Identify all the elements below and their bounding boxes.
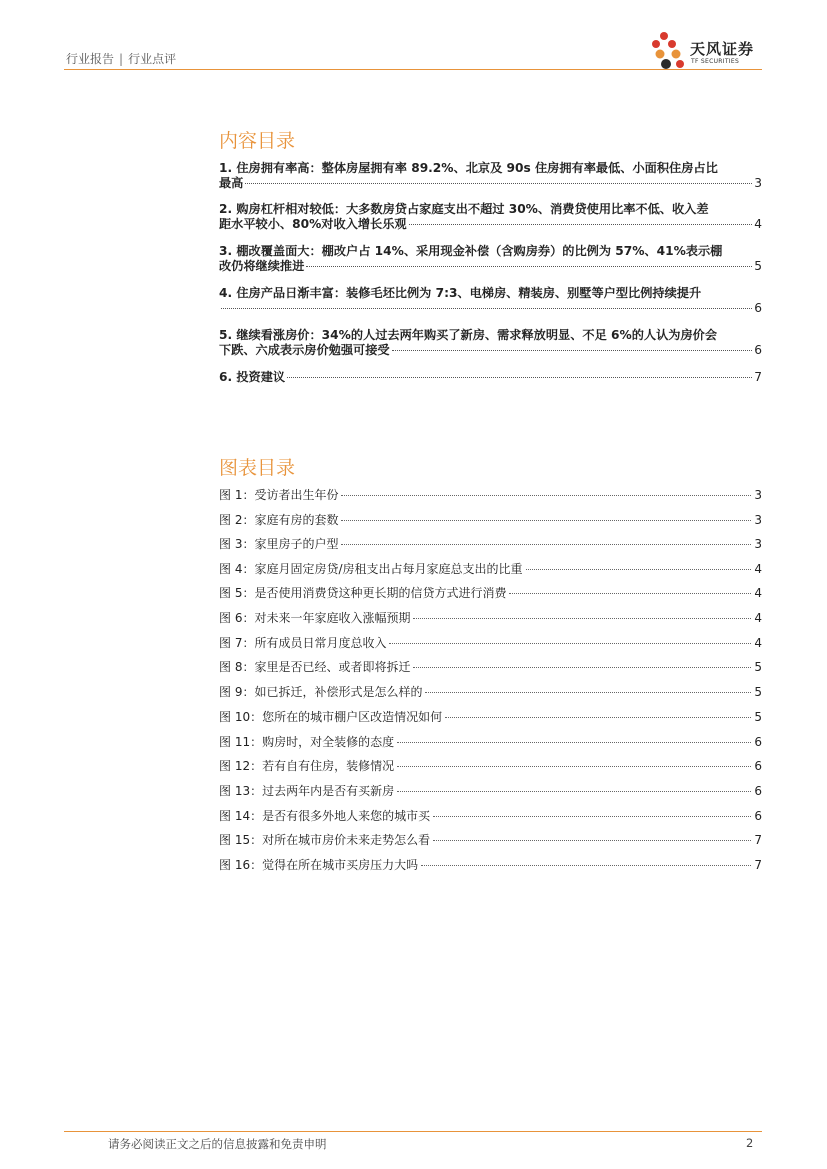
figure-label: 图 8：家里是否已经、或者即将拆迁	[219, 660, 411, 674]
figure-page-number: 5	[754, 710, 762, 724]
figure-label: 图 11：购房时，对全装修的态度	[219, 735, 395, 749]
figure-leader	[341, 495, 751, 496]
toc-page-number: 5	[754, 259, 762, 273]
figure-label: 图 9：如已拆迁，补偿形式是怎么样的	[219, 685, 423, 699]
figure-item-11[interactable]	[219, 733, 762, 750]
figure-label: 图 14：是否有很多外地人来您的城市买	[219, 809, 431, 823]
figure-label: 图 12：若有自有住房，装修情况	[219, 759, 395, 773]
figure-page-number: 5	[754, 660, 762, 674]
toc-leader	[306, 266, 752, 267]
toc-item-text: 4. 住房产品日渐丰富：装修毛坯比例为 7:3、电梯房、精装房、别墅等户型比例持续提升	[219, 286, 702, 300]
figure-item-4[interactable]	[219, 560, 762, 577]
figure-page-number: 6	[754, 809, 762, 823]
figure-page-number: 3	[754, 537, 762, 551]
figure-leader	[433, 840, 751, 841]
toc-item-text-cont: 改仍将继续推进	[219, 259, 305, 273]
figure-page-number: 6	[754, 759, 762, 773]
figures-title: 图表目录	[219, 457, 296, 479]
figure-item-15[interactable]	[219, 831, 762, 848]
figure-leader	[413, 667, 751, 668]
toc-item-text-cont: 距水平较小、80%对收入增长乐观	[219, 217, 407, 231]
figure-page-number: 5	[754, 685, 762, 699]
toc-item-5[interactable]	[219, 328, 762, 358]
figure-leader	[425, 692, 751, 693]
figure-item-6[interactable]	[219, 609, 762, 626]
figure-label: 图 5：是否使用消费贷这种更长期的信贷方式进行消费	[219, 586, 507, 600]
toc-item-text: 3. 棚改覆盖面大：棚改户占 14%、采用现金补偿（含购房券）的比例为 57%、41%表示棚	[219, 244, 723, 258]
logo-mark-icon	[650, 30, 690, 72]
breadcrumb-separator: |	[119, 52, 124, 66]
figure-page-number: 7	[754, 858, 762, 872]
figure-label: 图 16：觉得在所在城市买房压力大吗	[219, 858, 419, 872]
report-subtype: 行业点评	[128, 52, 177, 66]
figure-page-number: 4	[754, 611, 762, 625]
toc-item-text: 5. 继续看涨房价：34%的人过去两年购买了新房、需求释放明显、不足 6%的人认为房价会	[219, 328, 718, 342]
toc-leader	[409, 224, 753, 225]
figure-item-5[interactable]	[219, 584, 762, 601]
toc-page-number: 6	[754, 301, 762, 315]
contents-title: 内容目录	[219, 130, 296, 152]
figure-item-7[interactable]	[219, 634, 762, 651]
toc-item-1[interactable]	[219, 161, 762, 191]
figure-page-number: 6	[754, 784, 762, 798]
figure-leader	[397, 766, 751, 767]
figure-label: 图 4：家庭月固定房贷/房租支出占每月家庭总支出的比重	[219, 562, 523, 576]
figure-label: 图 2：家庭有房的套数	[219, 513, 339, 527]
company-logo	[650, 30, 770, 72]
toc-item-text: 6. 投资建议	[219, 370, 286, 384]
figure-label: 图 1：受访者出生年份	[219, 488, 339, 502]
figure-page-number: 4	[754, 562, 762, 576]
toc-leader	[392, 350, 753, 351]
header-breadcrumb	[66, 50, 176, 67]
header-divider	[64, 69, 762, 70]
figure-item-10[interactable]	[219, 708, 762, 725]
toc-leader	[245, 183, 752, 184]
figure-leader	[413, 618, 751, 619]
figure-leader	[397, 742, 751, 743]
figure-label: 图 7：所有成员日常月度总收入	[219, 636, 387, 650]
figure-page-number: 3	[754, 513, 762, 527]
figure-label: 图 10：您所在的城市棚户区改造情况如何	[219, 710, 443, 724]
figure-leader	[389, 643, 751, 644]
figure-page-number: 6	[754, 735, 762, 749]
toc-page-number: 6	[754, 343, 762, 357]
toc-item-text-cont: 下跌、六成表示房价勉强可接受	[219, 343, 390, 357]
figure-item-14[interactable]	[219, 807, 762, 824]
figure-leader	[341, 520, 751, 521]
footer-disclaimer: 请务必阅读正文之后的信息披露和免责申明	[108, 1137, 327, 1151]
figure-leader	[445, 717, 751, 718]
toc-item-6[interactable]	[219, 370, 762, 385]
figure-item-1[interactable]	[219, 486, 762, 503]
figure-label: 图 6：对未来一年家庭收入涨幅预期	[219, 611, 411, 625]
figure-leader	[526, 569, 752, 570]
toc-item-4[interactable]	[219, 286, 762, 316]
figure-leader	[421, 865, 751, 866]
figure-item-16[interactable]	[219, 856, 762, 873]
toc-item-3[interactable]	[219, 244, 762, 274]
toc-item-text-cont: 最高	[219, 176, 244, 190]
figure-label: 图 13：过去两年内是否有买新房	[219, 784, 395, 798]
toc-page-number: 7	[754, 370, 762, 384]
toc-page-number: 4	[754, 217, 762, 231]
report-type: 行业报告	[66, 52, 115, 66]
figure-item-8[interactable]	[219, 658, 762, 675]
footer-divider	[64, 1131, 762, 1132]
figure-leader	[433, 816, 751, 817]
toc-item-2[interactable]	[219, 202, 762, 232]
figure-label: 图 15：对所在城市房价未来走势怎么看	[219, 833, 431, 847]
figure-item-2[interactable]	[219, 511, 762, 528]
logo-name-cn: 天风证券	[690, 40, 755, 58]
figure-leader	[509, 593, 751, 594]
figure-leader	[397, 791, 751, 792]
figure-item-9[interactable]	[219, 683, 762, 700]
figure-item-13[interactable]	[219, 782, 762, 799]
toc-item-text: 2. 购房杠杆相对较低：大多数房贷占家庭支出不超过 30%、消费贷使用比率不低、收入差	[219, 202, 709, 216]
toc-page-number: 3	[754, 176, 762, 190]
toc-leader	[287, 377, 752, 378]
logo-name-en: TF SECURITIES	[691, 58, 740, 65]
figure-leader	[341, 544, 751, 545]
figure-page-number: 3	[754, 488, 762, 502]
figure-item-3[interactable]	[219, 535, 762, 552]
figure-page-number: 7	[754, 833, 762, 847]
toc-item-text: 1. 住房拥有率高：整体房屋拥有率 89.2%、北京及 90s 住房拥有率最低、小面积住房占比	[219, 161, 718, 175]
figure-page-number: 4	[754, 636, 762, 650]
figure-item-12[interactable]	[219, 757, 762, 774]
figure-label: 图 3：家里房子的户型	[219, 537, 339, 551]
toc-leader	[221, 308, 752, 309]
figure-page-number: 4	[754, 586, 762, 600]
page-number: 2	[746, 1136, 754, 1150]
